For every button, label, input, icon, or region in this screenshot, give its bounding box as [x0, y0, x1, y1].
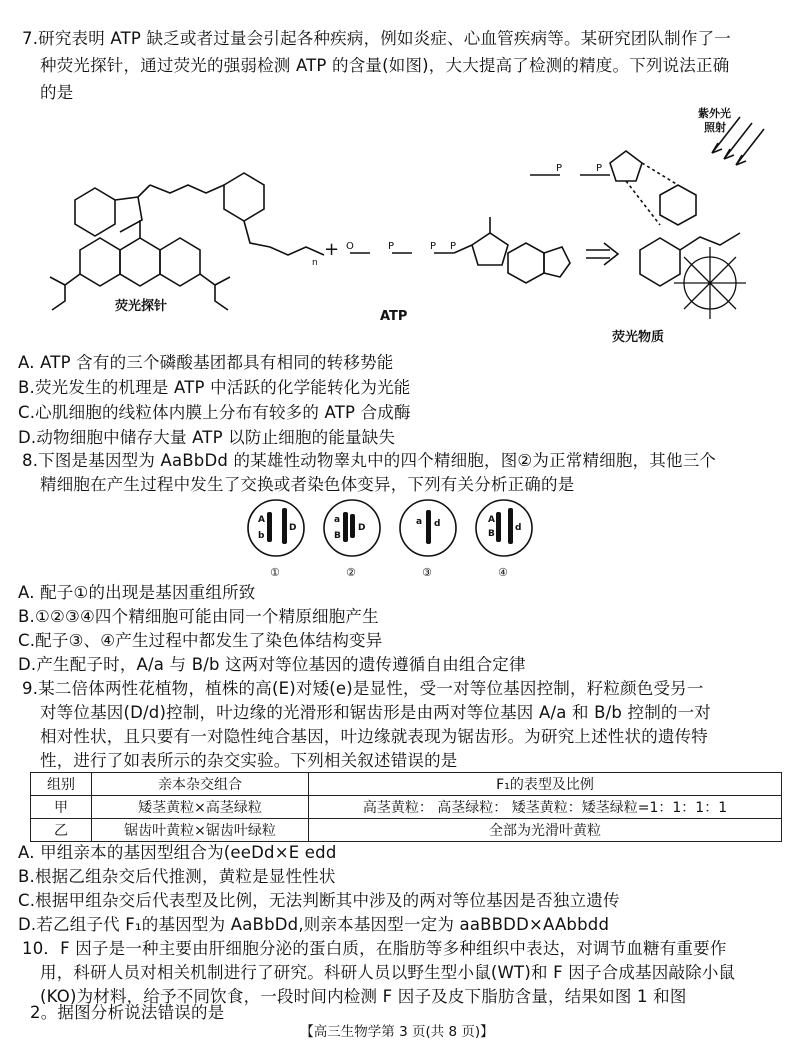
page-footer: 【高三生物学第 3 页(共 8 页)】 [300, 1024, 494, 1040]
cell-3-label: ③ [422, 566, 432, 579]
product-label: 荧光物质 [612, 330, 665, 345]
cell-1-gene-2: b [258, 531, 265, 541]
q10-stem-line-3: (KO)为材料，给予不同饮食，一段时间内检测 F 因子及皮下脂肪含量，结果如图 1 和图 [40, 987, 687, 1006]
cell-2-label: ② [346, 566, 356, 579]
atp-ribose-ring [472, 233, 508, 265]
cell-1-gene-1: A [258, 515, 265, 525]
svg-text:P: P [388, 241, 395, 252]
atp-imidazole-ring [544, 247, 570, 277]
probe-benzene-ring-top [75, 188, 115, 236]
uv-label-2: 照射 [704, 121, 726, 134]
row-jia-group: 甲 [31, 796, 92, 819]
q9-option-c: C.根据甲组杂交后代表型及比例，无法判断其中涉及的两对等位基因是否独立遗传 [18, 891, 620, 910]
cell-2-gene-1: a [334, 515, 341, 525]
q9-option-d: D.若乙组子代 F₁的基因型为 AaBbDd,则亲本基因型一定为 aaBBDD×AAbbdd [18, 915, 610, 934]
q7-stem-line-1: 7.研究表明 ATP 缺乏或者过量会引起各种疾病，例如炎症、心血管疾病等。某研究团队制作了一 [22, 29, 731, 48]
q10-stem-line-4: 2。据图分析说法错误的是 [30, 1003, 225, 1022]
svg-text:O: O [346, 241, 354, 252]
q9-stem-line-3: 相对性状，且只要有一对隐性纯合基因，叶边缘就表现为锯齿形。为研究上述性状的遗传特 [40, 727, 708, 746]
sperm-cells-figure [240, 496, 560, 580]
table-header-row [31, 773, 782, 796]
subscript-n: n [312, 258, 318, 268]
q8-option-b: B.①②③④四个精细胞可能由同一个精原细胞产生 [18, 607, 379, 626]
atp-label: ATP [380, 309, 408, 324]
table-row [31, 796, 782, 819]
cell-2-gene-2: B [334, 531, 341, 541]
q7-option-c: C.心肌细胞的线粒体内膜上分布有较多的 ATP 合成酶 [18, 403, 411, 422]
cell-1-label: ① [270, 566, 280, 579]
header-f1: F₁的表型及比例 [309, 773, 782, 796]
cross-experiment-table [30, 772, 782, 842]
row-yi-parents: 锯齿叶黄粒×锯齿叶绿粒 [92, 819, 309, 842]
row-yi-group: 乙 [31, 819, 92, 842]
svg-text:P: P [556, 163, 563, 174]
q9-option-b: B.根据乙组杂交后代推测，黄粒是显性性状 [18, 867, 336, 886]
row-jia-parents: 矮茎黄粒×高茎绿粒 [92, 796, 309, 819]
probe-xanthene-ring-middle [120, 238, 160, 286]
product-benzene-ring [640, 238, 680, 286]
q8-stem-line-1: 8.下图是基因型为 AaBbDd 的某雄性动物睾丸中的四个精细胞，图②为正常精细胞，其他三个 [22, 451, 717, 470]
q10-stem-line-2: 用，科研人员对相关机制进行了研究。科研人员以野生型小鼠(WT)和 F 因子合成基因敲除小鼠 [40, 963, 736, 982]
probe-xanthene-ring-left [80, 238, 120, 286]
q7-option-b: B.荧光发生的机理是 ATP 中活跃的化学能转化为光能 [18, 378, 411, 397]
atp-adenine-ring [508, 243, 544, 283]
cell-3-gene-1: a [416, 517, 423, 527]
q10-stem-line-1: 10．F 因子是一种主要由肝细胞分泌的蛋白质，在脂肪等多种组织中表达，对调节血糖有重要作 [22, 939, 727, 958]
q8-stem-line-2: 精细胞在产生过程中发生了交换或者染色体变异，下列有关分析正确的是 [40, 475, 575, 494]
probe-label: 荧光探针 [115, 299, 168, 314]
cell-2-gene-3: D [358, 523, 366, 533]
product-adenine-ring [660, 185, 696, 225]
header-group: 组别 [31, 773, 92, 796]
probe-xanthene-ring-right [160, 238, 200, 286]
uv-label-1: 紫外光 [698, 107, 731, 120]
q9-stem-line-1: 9.某二倍体两性花植物，植株的高(E)对矮(e)是显性，受一对等位基因控制，籽粒颜色受另一 [22, 679, 704, 698]
q7-option-d: D.动物细胞中储存大量 ATP 以防止细胞的能量缺失 [18, 428, 396, 447]
cell-4 [476, 500, 532, 556]
svg-text:P: P [450, 241, 457, 252]
plus-sign: + [324, 239, 340, 260]
atp-probe-figure [20, 105, 780, 350]
header-parents: 亲本杂交组合 [92, 773, 309, 796]
cell-4-gene-2: B [488, 529, 495, 539]
cell-4-label: ④ [498, 566, 508, 579]
row-yi-f1: 全部为光滑叶黄粒 [309, 819, 782, 842]
cell-1-gene-3: D [289, 523, 297, 533]
q8-option-d: D.产生配子时，A/a 与 B/b 这两对等位基因的遗传遵循自由组合定律 [18, 655, 526, 674]
q7-stem-line-2: 种荧光探针，通过荧光的强弱检测 ATP 的含量(如图)，大大提高了检测的精度。下列说法正确 [40, 56, 730, 75]
q9-stem-line-2: 对等位基因(D/d)控制，叶边缘的光滑形和锯齿形是由两对等位基因 A/a 和 B/b 控制的一对 [40, 703, 712, 722]
q9-stem-line-4: 性，进行了如表所示的杂交实验。下列相关叙述错误的是 [40, 751, 458, 770]
svg-text:P: P [430, 241, 437, 252]
row-jia-f1: 高茎黄粒： 高茎绿粒： 矮茎黄粒：矮茎绿粒=1：1：1：1 [309, 796, 782, 819]
table-row [31, 819, 782, 842]
probe-benzamide-ring [224, 173, 264, 221]
product-ribose-ring [610, 151, 642, 181]
cell-4-gene-1: A [488, 515, 495, 525]
q7-stem-line-3: 的是 [40, 83, 74, 102]
cell-3-gene-2: d [434, 519, 441, 529]
svg-text:P: P [596, 163, 603, 174]
q8-option-a: A. 配子①的出现是基因重组所致 [18, 583, 256, 602]
q8-option-c: C.配子③、④产生过程中都发生了染色体结构变异 [18, 631, 383, 650]
cell-4-gene-3: d [515, 523, 522, 533]
q9-option-a: A. 甲组亲本的基因型组合为(eeDd×E edd [18, 843, 337, 862]
q7-option-a: A. ATP 含有的三个磷酸基团都具有相同的转移势能 [18, 353, 394, 372]
